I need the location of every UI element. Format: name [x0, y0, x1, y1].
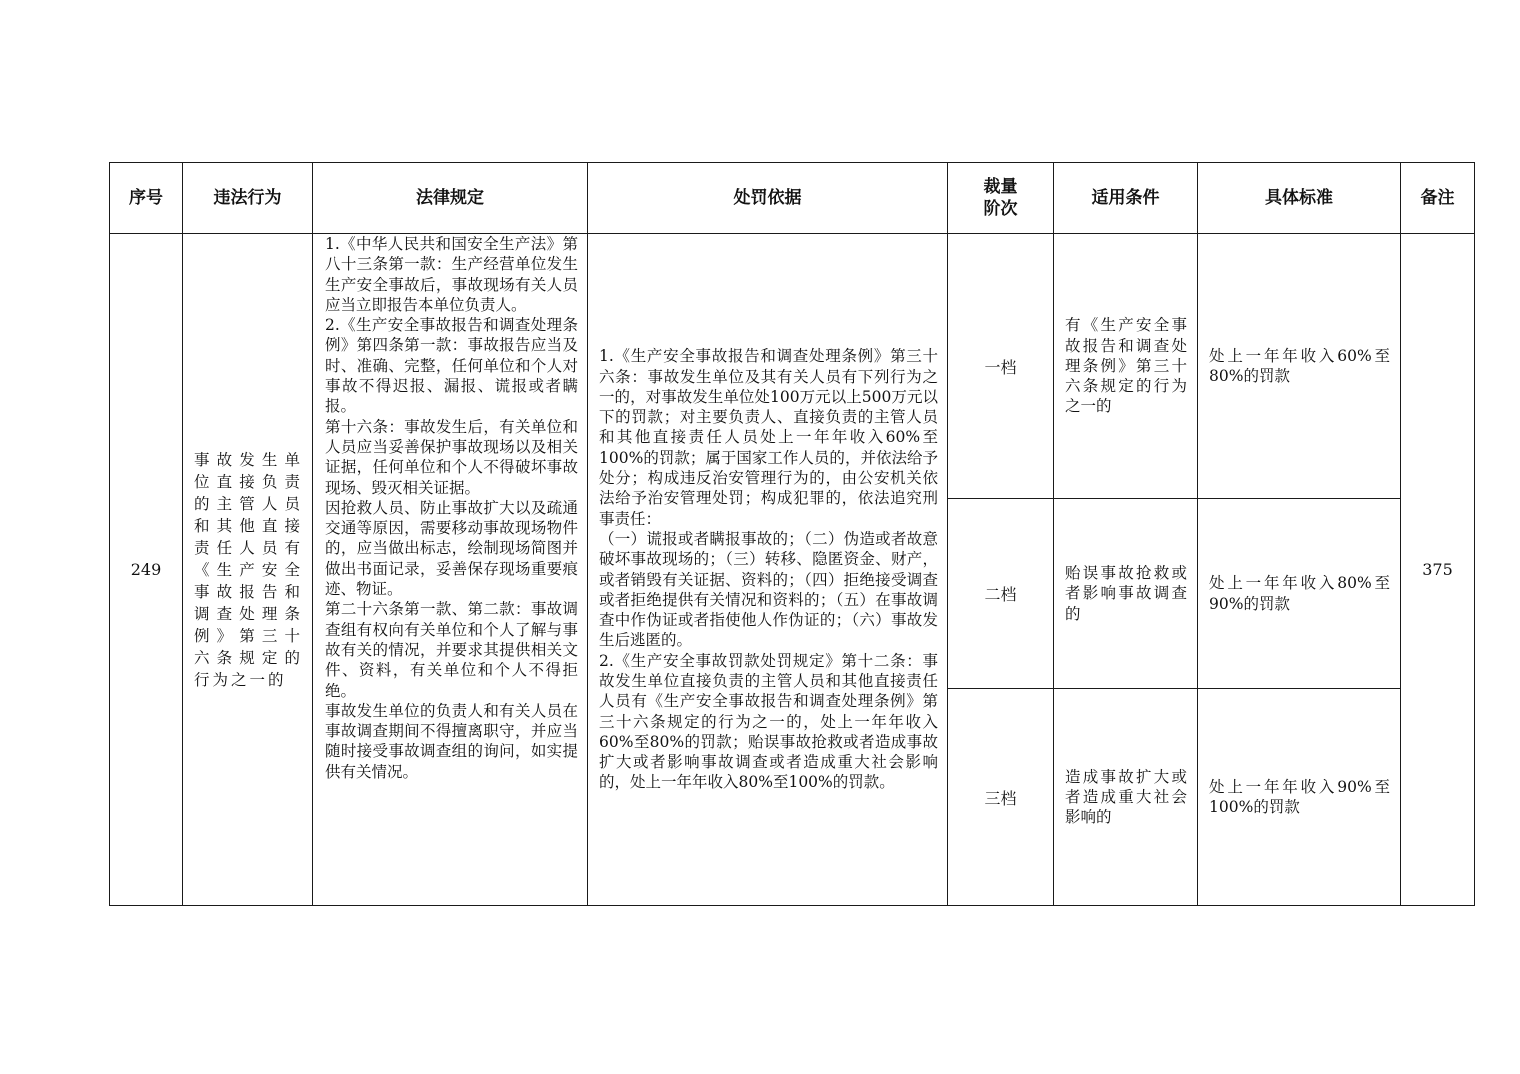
seq-cell: 249 [110, 234, 183, 906]
violation-cell [183, 234, 313, 906]
violation-text: 事故发生单位直接负责的主管人员和其他直接责任人员有《生产安全事故报告和调查处理条例》第三十六条规定的行为之一的 [194, 450, 303, 689]
header-condition: 适用条件 [1054, 163, 1198, 234]
header-grade-line1: 裁量 [983, 177, 1018, 197]
condition-cell-2: 贻误事故抢救或者影响事故调查的 [1054, 499, 1198, 689]
header-seq: 序号 [110, 163, 183, 234]
header-basis: 处罚依据 [588, 163, 948, 234]
standard-cell-1: 处上一年年收入60%至80%的罚款 [1198, 234, 1401, 499]
law-cell [313, 234, 588, 906]
basis-cell [588, 234, 948, 906]
header-remark: 备注 [1401, 163, 1475, 234]
law-paragraph: 第十六条：事故发生后，有关单位和人员应当妥善保护事故现场以及相关证据，任何单位和个人不得破坏事故现场、毁灭相关证据。 [325, 417, 578, 497]
law-paragraph: 事故发生单位的负责人和有关人员在事故调查期间不得擅离职守，并应当随时接受事故调查组的询问，如实提供有关情况。 [325, 701, 578, 781]
grade-cell-3: 三档 [948, 689, 1054, 906]
penalty-discretion-table [109, 162, 1475, 906]
standard-cell-3: 处上一年年收入90%至100%的罚款 [1198, 689, 1401, 906]
basis-paragraph: （一）谎报或者瞒报事故的；（二）伪造或者故意破坏事故现场的；（三）转移、隐匿资金、财产，或者销毁有关证据、资料的；（四）拒绝接受调查或者拒绝提供有关情况和资料的；（五）在事故调查中作伪证或者指使他人作伪证的；（六）事故发生后逃匿的。 [599, 529, 938, 650]
header-grade [948, 163, 1054, 234]
remark-cell: 375 [1401, 234, 1475, 906]
law-paragraph: 2.《生产安全事故报告和调查处理条例》第四条第一款：事故报告应当及时、准确、完整，任何单位和个人对事故不得迟报、漏报、谎报或者瞒报。 [325, 316, 578, 416]
header-grade-line2: 阶次 [983, 199, 1018, 219]
header-row [110, 163, 1475, 234]
table-row [110, 234, 1475, 499]
grade-cell-2: 二档 [948, 499, 1054, 689]
law-paragraph: 第二十六条第一款、第二款：事故调查组有权向有关单位和个人了解与事故有关的情况，并要求其提供相关文件、资料，有关单位和个人不得拒绝。 [325, 600, 578, 700]
condition-cell-1: 有《生产安全事故报告和调查处理条例》第三十六条规定的行为之一的 [1054, 234, 1198, 499]
header-violation: 违法行为 [183, 163, 313, 234]
header-law: 法律规定 [313, 163, 588, 234]
condition-cell-3: 造成事故扩大或者造成重大社会影响的 [1054, 689, 1198, 906]
grade-cell-1: 一档 [948, 234, 1054, 499]
law-paragraph: 因抢救人员、防止事故扩大以及疏通交通等原因，需要移动事故现场物件的，应当做出标志，绘制现场简图并做出书面记录，妥善保存现场重要痕迹、物证。 [325, 498, 578, 599]
law-paragraph: 1.《中华人民共和国安全生产法》第八十三条第一款：生产经营单位发生生产安全事故后，事故现场有关人员应当立即报告本单位负责人。 [325, 235, 578, 314]
header-standard: 具体标准 [1198, 163, 1401, 234]
standard-cell-2: 处上一年年收入80%至90%的罚款 [1198, 499, 1401, 689]
basis-paragraph: 1.《生产安全事故报告和调查处理条例》第三十六条：事故发生单位及其有关人员有下列行为之一的，对事故发生单位处100万元以上500万元以下的罚款；对主要负责人、直接负责的主管人员和其他直接责任人员处上一年年收入60%至100%的罚款；属于国家工作人员的，并依法给予处分；构成违反治安管理行为的，由公安机关依法给予治安管理处罚；构成犯罪的，依法追究刑事责任： [599, 347, 938, 528]
basis-paragraph: 2.《生产安全事故罚款处罚规定》第十二条：事故发生单位直接负责的主管人员和其他直接责任人员有《生产安全事故报告和调查处理条例》第三十六条规定的行为之一的，处上一年年收入60%至80%的罚款；贻误事故抢救或者造成事故扩大或者影响事故调查或者造成重大社会影响的，处上一年年收入80%至100%的罚款。 [599, 651, 938, 792]
